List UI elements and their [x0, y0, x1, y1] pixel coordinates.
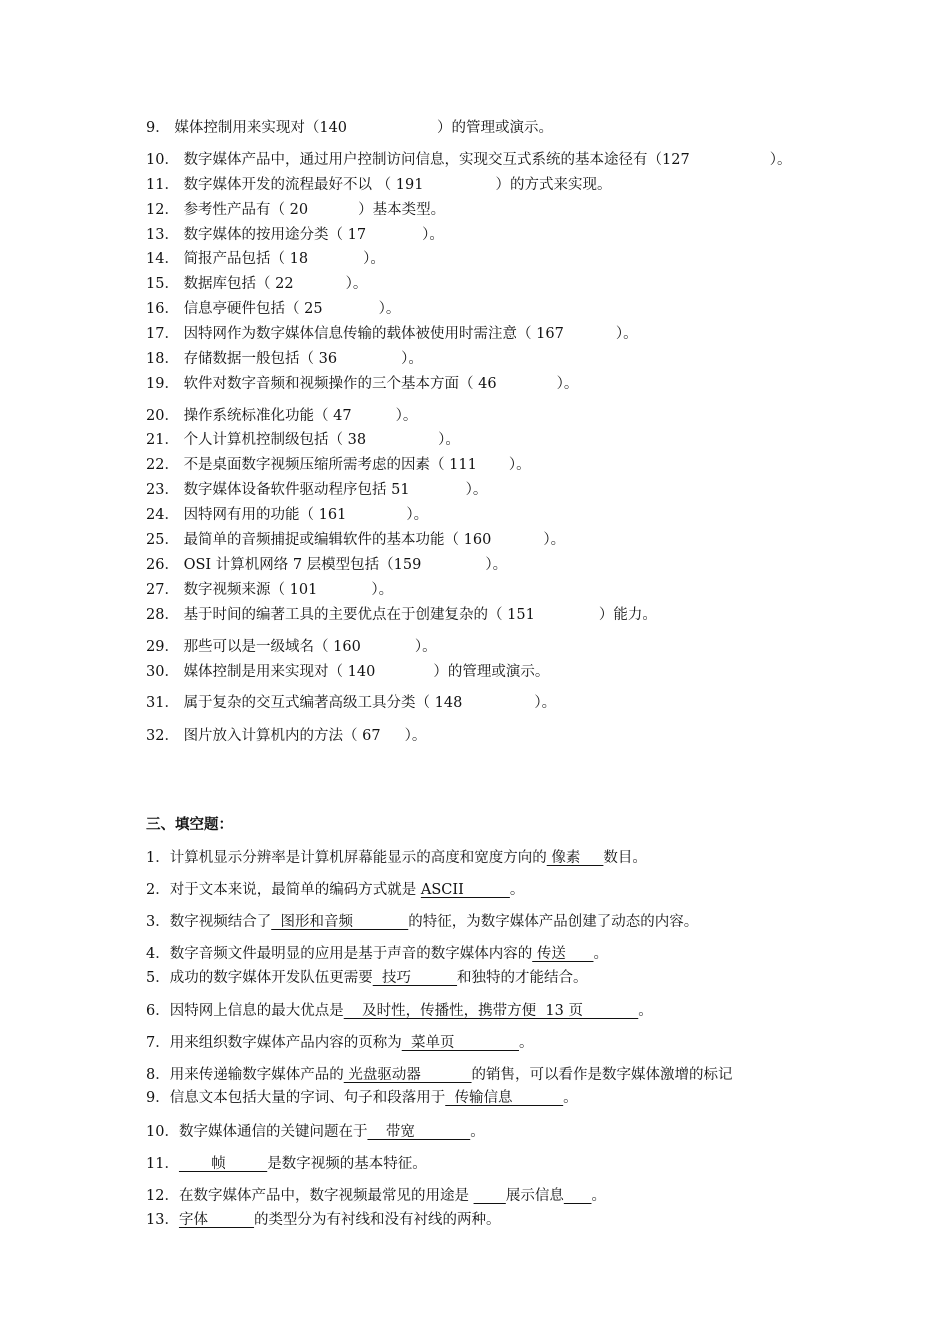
question-number: 22．: [146, 457, 179, 473]
question-number: 24．: [146, 507, 179, 523]
question-text: 软件对数字音频和视频操作的三个基本方面（ 46: [183, 376, 497, 392]
question-text: 因特网上信息的最大优点是: [169, 1003, 344, 1019]
question-tail: ）。: [371, 582, 394, 598]
question-line: [146, 580, 393, 600]
question-text: 个人计算机控制级包括（ 38: [183, 432, 367, 448]
question-text: 在数字媒体产品中，数字视频最常见的用途是: [178, 1188, 474, 1204]
question-number: 28．: [146, 607, 179, 623]
fill-question-line: [146, 1033, 533, 1053]
question-text: 信息文本包括大量的字词、句子和段落用于: [169, 1090, 446, 1106]
question-text: 数字媒体的按用途分类（ 17: [183, 227, 367, 243]
question-text: 数字音频文件最明显的应用是基于声音的数字媒体内容的: [169, 946, 533, 962]
question-number: 25．: [146, 532, 179, 548]
question-tail: ）。: [556, 376, 579, 392]
question-number: 30．: [146, 664, 179, 680]
question-text: 数据库包括（ 22: [183, 276, 294, 292]
answer-blank: 传输信息: [445, 1090, 564, 1106]
question-number: 13．: [146, 227, 179, 243]
question-text: 用来组织数字媒体产品内容的页称为: [169, 1035, 402, 1051]
question-tail: 是数字视频的基本特征。: [267, 1156, 427, 1172]
question-text: 属于复杂的交互式编著高级工具分类（ 148: [183, 695, 463, 711]
question-tail: 。: [563, 1090, 578, 1106]
question-tail: ）。: [543, 532, 566, 548]
question-number: 27．: [146, 582, 179, 598]
question-line: [146, 200, 445, 220]
question-tail: ）基本类型。: [358, 202, 446, 218]
question-tail: ）。: [404, 728, 427, 744]
question-number: 17．: [146, 326, 179, 342]
question-number: 15．: [146, 276, 179, 292]
answer-blank: 及时性，传播性，携带方便 13 页: [343, 1003, 639, 1019]
fill-question-line: [146, 1186, 606, 1206]
question-number: 6．: [146, 1003, 170, 1019]
fill-question-line: [146, 1065, 733, 1085]
question-text: 因特网作为数字媒体信息传输的载体被使用时需注意（ 167: [183, 326, 564, 342]
question-line: [146, 693, 556, 713]
answer-blank: [564, 1188, 592, 1204]
question-tail: 。: [470, 1124, 485, 1140]
question-text: OSI 计算机网络 7 层模型包括（159: [183, 557, 422, 573]
question-text: 信息亭硬件包括（ 25: [183, 301, 323, 317]
question-line: [146, 455, 531, 475]
fill-question-line: [146, 968, 588, 988]
question-number: 7．: [146, 1035, 170, 1051]
question-number: 5．: [146, 970, 170, 986]
question-number: 13．: [146, 1212, 179, 1228]
answer-blank: 技巧: [372, 970, 458, 986]
question-line: [146, 430, 460, 450]
question-line: [146, 406, 417, 426]
question-text: 最简单的音频捕捉或编辑软件的基本功能（ 160: [183, 532, 492, 548]
question-number: 12．: [146, 202, 179, 218]
question-number: 19．: [146, 376, 179, 392]
question-number: 8．: [146, 1067, 170, 1083]
question-text: 不是桌面数字视频压缩所需考虑的因素（ 111: [183, 457, 477, 473]
question-tail: ）。: [769, 152, 792, 168]
fill-question-line: [146, 1122, 485, 1142]
question-text: 操作系统标准化功能（ 47: [183, 408, 352, 424]
question-number: 1．: [146, 850, 170, 866]
question-text: 对于文本来说，最简单的编码方式就是: [169, 882, 421, 898]
question-tail: 的类型分为有衬线和没有衬线的两种。: [254, 1212, 501, 1228]
question-text: 成功的数字媒体开发队伍更需要: [169, 970, 373, 986]
question-text: 简报产品包括（ 18: [183, 251, 309, 267]
answer-blank: [474, 1188, 506, 1204]
fill-question-line: [146, 912, 698, 932]
question-tail: ）。: [414, 639, 437, 655]
question-text: 数字视频结合了: [169, 914, 272, 930]
question-tail: ）。: [406, 507, 429, 523]
question-number: 16．: [146, 301, 179, 317]
question-line: [146, 249, 385, 269]
question-text: 那些可以是一级域名（ 160: [183, 639, 361, 655]
question-line: [146, 349, 423, 369]
question-line: [146, 274, 367, 294]
question-number: 29．: [146, 639, 179, 655]
question-tail: 。: [509, 882, 525, 898]
question-tail: ）。: [401, 351, 423, 367]
question-line: [146, 225, 444, 245]
question-number: 3．: [146, 914, 170, 930]
question-text: 因特网有用的功能（ 161: [183, 507, 347, 523]
question-number: 31．: [146, 695, 179, 711]
question-number: 11．: [146, 1156, 179, 1172]
question-tail: 的特征，为数字媒体产品创建了动态的内容。: [408, 914, 699, 930]
question-tail: ）。: [534, 695, 557, 711]
fill-question-line: [146, 1001, 653, 1021]
question-tail: ）的方式来实现。: [495, 177, 612, 193]
question-line: [146, 555, 507, 575]
question-line: [146, 662, 549, 682]
question-text: 媒体控制用来实现对（140: [174, 120, 348, 136]
question-text: 基于时间的编著工具的主要优点在于创建复杂的（ 151: [183, 607, 535, 623]
answer-blank: 光盘驱动器: [343, 1067, 472, 1083]
question-text: 数字视频来源（ 101: [183, 582, 318, 598]
question-text: 数字媒体产品中，通过用户控制访问信息，实现交互式系统的基本途径有（127: [183, 152, 690, 168]
question-line: [146, 637, 437, 657]
question-number: 10．: [146, 152, 179, 168]
question-tail: 。: [591, 1188, 606, 1204]
question-line: [146, 324, 638, 344]
question-line: [146, 605, 657, 625]
question-line: [146, 150, 792, 170]
question-text: 图片放入计算机内的方法（ 67: [183, 728, 381, 744]
question-number: 4．: [146, 946, 170, 962]
question-tail: 。: [518, 1035, 534, 1051]
question-tail: 的销售，可以看作是数字媒体激增的标记: [471, 1067, 733, 1083]
question-tail: ）的管理或演示。: [437, 120, 554, 136]
question-tail: 。: [638, 1003, 653, 1019]
question-tail: ）。: [615, 326, 638, 342]
question-text: 计算机显示分辨率是计算机屏幕能显示的高度和宽度方向的: [169, 850, 547, 866]
question-tail: ）。: [363, 251, 385, 267]
question-text-mid: 展示信息: [505, 1188, 564, 1204]
question-text: 存储数据一般包括（ 36: [183, 351, 338, 367]
section-heading: 三、填空题：: [146, 816, 233, 833]
answer-blank: 传送: [532, 946, 594, 962]
question-line: [146, 480, 487, 500]
fill-question-line: [146, 880, 524, 900]
question-tail: ）。: [508, 457, 531, 473]
question-tail: ）。: [422, 227, 444, 243]
question-number: 26．: [146, 557, 179, 573]
question-number: 23．: [146, 482, 179, 498]
question-number: 14．: [146, 251, 179, 267]
question-number: 21．: [146, 432, 179, 448]
question-number: 18．: [146, 351, 179, 367]
question-text: 数字媒体通信的关键问题在于: [178, 1124, 368, 1140]
fill-question-line: [146, 848, 647, 868]
fill-question-line: [146, 1210, 501, 1230]
question-tail: ）的管理或演示。: [433, 664, 550, 680]
question-line: [146, 726, 426, 746]
question-number: 11．: [146, 177, 179, 193]
question-line: [146, 175, 611, 195]
answer-blank: 带宽: [367, 1124, 471, 1140]
answer-blank: 帧: [178, 1156, 268, 1172]
answer-blank: 图形和音频: [271, 914, 409, 930]
question-tail: 。: [593, 946, 608, 962]
question-line: [146, 374, 578, 394]
answer-blank: 字体: [178, 1212, 255, 1228]
question-number: 2．: [146, 882, 170, 898]
fill-question-line: [146, 1088, 578, 1108]
fill-question-line: [146, 944, 608, 964]
answer-blank: 菜单页: [401, 1035, 519, 1051]
question-line: [146, 505, 428, 525]
question-tail: ）能力。: [598, 607, 657, 623]
question-tail: ）。: [395, 408, 418, 424]
question-text: 用来传递输数字媒体产品的: [169, 1067, 344, 1083]
question-tail: ）。: [485, 557, 508, 573]
question-text: 媒体控制是用来实现对（ 140: [183, 664, 376, 680]
question-number: 9．: [146, 1090, 170, 1106]
question-text: 数字媒体开发的流程最好不以 （ 191: [183, 177, 424, 193]
question-number: 20．: [146, 408, 179, 424]
question-number: 10．: [146, 1124, 179, 1140]
question-tail: 和独特的才能结合。: [457, 970, 588, 986]
question-text: 数字媒体设备软件驱动程序包括 51: [183, 482, 410, 498]
fill-question-line: [146, 1154, 427, 1174]
question-line: [146, 299, 400, 319]
question-tail: ）。: [465, 482, 488, 498]
question-tail: 数目。: [603, 850, 647, 866]
question-number: 12．: [146, 1188, 179, 1204]
question-number: 9．: [146, 120, 170, 136]
question-tail: ）。: [378, 301, 401, 317]
question-text: 参考性产品有（ 20: [183, 202, 309, 218]
question-number: 32．: [146, 728, 179, 744]
question-tail: ）。: [438, 432, 460, 448]
question-line: [146, 530, 565, 550]
answer-blank: ASCII: [420, 882, 510, 898]
question-tail: ）。: [345, 276, 368, 292]
question-line: [146, 118, 553, 138]
answer-blank: 像素: [546, 850, 604, 866]
